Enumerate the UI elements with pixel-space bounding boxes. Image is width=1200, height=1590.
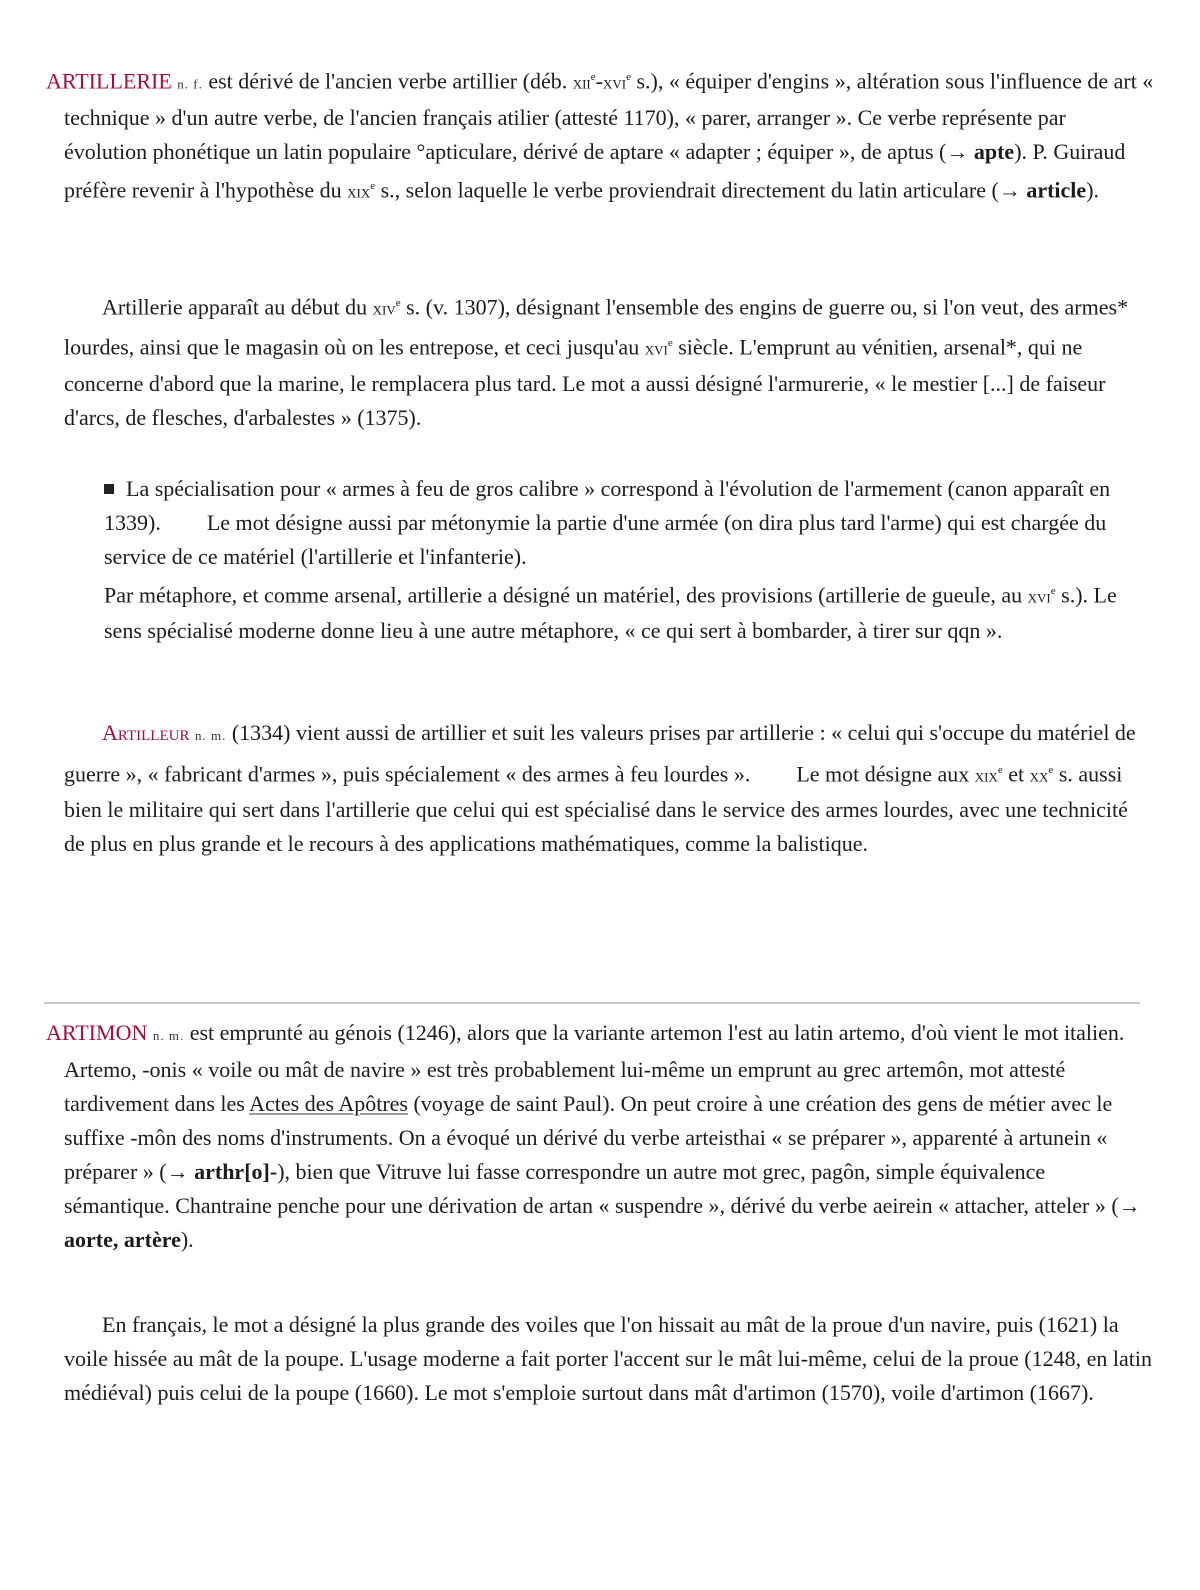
century: xvi <box>602 72 627 94</box>
text: En français, le mot a désigné la plus grande des voiles que l'on hissait au mât de la proue d'un navire, puis (1621) la voile hissée au mât de la poupe. L'usage moderne a fait porter l'accent sur le mât lui-même, celui de la proue (1248, en latin médiéval) puis celui de la poupe (1660). Le mot s'emploie surtout dans mât d'artimon (1570), voile d'artimon (1667). <box>64 1312 1152 1405</box>
sup: e <box>590 71 596 83</box>
text: Artillerie apparaît au début du <box>102 294 373 320</box>
cross-reference-link[interactable]: apte <box>973 139 1015 165</box>
entry-artimon-history <box>64 1308 1154 1410</box>
text: ). <box>180 1227 194 1252</box>
text: siècle. L'emprunt au vénitien, arsenal*, qui ne concerne d'abord que la marine, le remplacera plus tard. Le mot a aussi désigné l'armurerie, « le mestier [...] de faiseur d'arcs, de flesches, d'arbalestes » (1375). <box>64 334 1106 430</box>
sup: e <box>395 297 401 309</box>
text: La spécialisation pour « armes à feu de gros calibre » correspond à l'évolution de l'armement (canon apparaît en 1339). <box>104 476 1111 535</box>
entry-artillerie-history <box>64 286 1154 435</box>
grammar-label: n. m. <box>194 728 227 743</box>
century: xx <box>1029 765 1049 787</box>
grammar-label: n. f. <box>177 76 203 92</box>
entry-artillerie-definition <box>46 60 1154 210</box>
sup: e <box>997 764 1003 776</box>
headword-artimon: ARTIMON <box>46 1020 148 1045</box>
sup: e <box>667 337 673 350</box>
cross-reference-link[interactable]: aorte, artère <box>64 1227 181 1252</box>
sup: e <box>1048 764 1054 776</box>
century: xix <box>347 181 371 203</box>
text: s., selon laquelle le verbe proviendrait directement du latin articulare (→ <box>375 177 1027 203</box>
century: xvi <box>1027 586 1051 608</box>
work-title-link[interactable]: Actes des Apôtres <box>249 1091 408 1116</box>
text: - <box>595 68 603 94</box>
text: ). P. Guiraud préfère revenir à l'hypothèse du <box>64 139 1126 203</box>
text: s. aussi bien le militaire qui sert dans l'artillerie que celui qui est spécialisé dans le service des armes lourdes, avec une technicité de plus en plus grande et le recours à des applications mathématiques, comme la balistique. <box>64 761 1128 857</box>
text: ), bien que Vitruve lui fasse correspondre un autre mot grec, pagôn, simple équivalence sémantique. Chantraine penche pour une dérivation de artan « suspendre », dérivé du verbe aeirein « attacher, atteler » (→ <box>64 1159 1141 1218</box>
text: s. (v. 1307), désignant l'ensemble des engins de guerre ou, si l'on veut, des armes* lourdes, ainsi que le magasin où on les entrepose, et ceci jusqu'au <box>64 294 1129 360</box>
century: xii <box>572 72 591 94</box>
text: est emprunté au génois (1246), alors que la variante artemon l'est au latin artemo, d'où vient le mot italien. Artemo, -onis « voile ou mât de navire » est très probablement lui-même un emprunt au grec artemôn, mot attesté tardivement dans les <box>64 1020 1125 1116</box>
text: Le mot désigne aussi par métonymie la partie d'une armée (on dira plus tard l'arme) qui est chargée du service de ce matériel (l'artillerie et l'infanterie). <box>104 510 1107 569</box>
entry-artimon-definition <box>46 1016 1154 1257</box>
century: xix <box>974 765 998 787</box>
text: ). <box>1086 177 1100 203</box>
entry-divider <box>44 1002 1140 1004</box>
sup: e <box>1050 585 1056 597</box>
text: Par métaphore, et comme arsenal, artillerie a désigné un matériel, des provisions (artillerie de gueule, au <box>104 582 1028 608</box>
text: (voyage de saint Paul). On peut croire à une création des gens de métier avec le suffixe -môn des noms d'instruments. On a évoqué un dérivé du verbe arteisthai « se préparer », apparenté à artunein « préparer » (→ <box>64 1091 1113 1184</box>
subentry-artilleur <box>64 716 1154 861</box>
sup: e <box>626 71 631 83</box>
grammar-label: n. m. <box>152 1028 185 1043</box>
cross-reference-link[interactable]: arthr[o]- <box>194 1159 278 1184</box>
cross-reference-link[interactable]: article <box>1026 177 1087 203</box>
century: xvi <box>644 338 668 360</box>
text: et <box>1002 761 1030 787</box>
text: s.). Le sens spécialisé moderne donne lieu à une autre métaphore, « ce qui sert à bombarder, à tirer sur qqn ». <box>104 582 1117 644</box>
century: xiv <box>372 298 396 320</box>
sup: e <box>370 180 376 193</box>
headword-artillerie: ARTILLERIE <box>46 68 172 94</box>
text: Le mot désigne aux <box>796 761 975 787</box>
text: s.), « équiper d'engins », altération sous l'influence de art « technique » d'un autre verbe, de l'ancien français atilier (attesté 1170), « parer, arranger ». Ce verbe représente par évolution phonétique un latin populaire °apticulare, dérivé de aptare « adapter ; équiper », de aptus (→ <box>64 68 1154 165</box>
text: (1334) vient aussi de artillier et suit les valeurs prises par artillerie : « celui qui s'occupe du matériel de guerre », « fabricant d'armes », puis spécialement « des armes à feu lourdes ». <box>64 720 1136 787</box>
text: est dérivé de l'ancien verbe artillier (déb. <box>202 68 573 94</box>
headword-artilleur: Artilleur <box>102 720 190 745</box>
entry-artillerie-sense <box>104 472 1154 648</box>
square-bullet-icon <box>104 484 114 494</box>
